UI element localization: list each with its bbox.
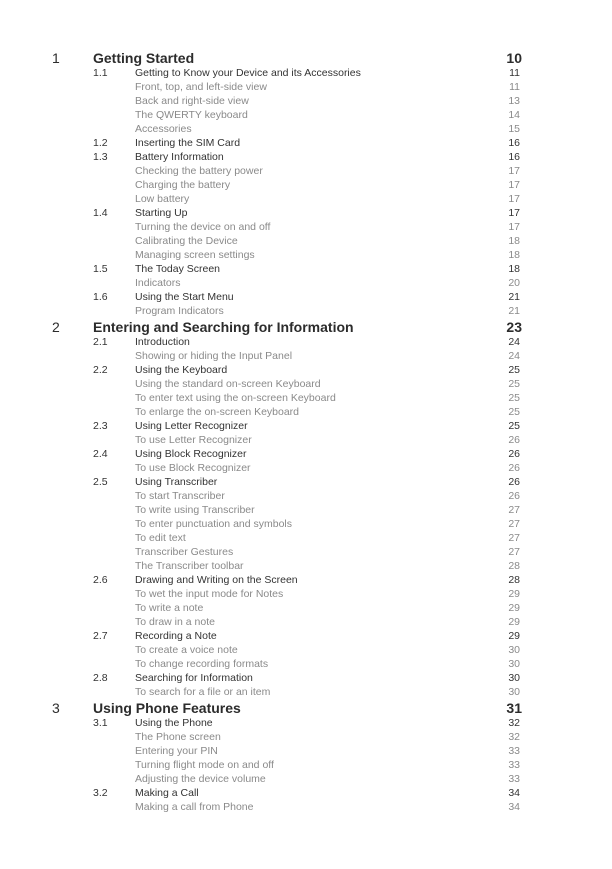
toc-entry-number: 2.5 (93, 476, 108, 488)
toc-entry-page-number: 34 (508, 801, 520, 813)
toc-entry-page-number: 21 (508, 305, 520, 317)
toc-section-row[interactable] (0, 335, 612, 349)
toc-entry-number: 2.6 (93, 574, 108, 586)
toc-entry-title: To use Block Recognizer (135, 462, 251, 474)
toc-entry-number: 2 (52, 319, 60, 335)
toc-section-row[interactable] (0, 419, 612, 433)
toc-section-row[interactable] (0, 447, 612, 461)
toc-entry-title: To write using Transcriber (135, 504, 255, 516)
toc-sub-row[interactable] (0, 164, 612, 178)
toc-entry-title: Back and right-side view (135, 95, 249, 107)
toc-sub-row[interactable] (0, 559, 612, 573)
toc-entry-title: Front, top, and left-side view (135, 81, 267, 93)
toc-entry-page-number: 25 (508, 392, 520, 404)
toc-entry-page-number: 21 (508, 291, 520, 303)
toc-entry-page-number: 17 (508, 193, 520, 205)
toc-entry-page-number: 29 (508, 616, 520, 628)
toc-sub-row[interactable] (0, 80, 612, 94)
toc-sub-row[interactable] (0, 744, 612, 758)
toc-entry-page-number: 14 (508, 109, 520, 121)
toc-entry-page-number: 26 (508, 462, 520, 474)
toc-entry-title: The Today Screen (135, 263, 221, 275)
toc-entry-title: The Transcriber toolbar (135, 560, 244, 572)
toc-entry-title: Entering your PIN (135, 745, 218, 757)
toc-entry-number: 1.3 (93, 151, 108, 163)
toc-entry-page-number: 29 (508, 588, 520, 600)
toc-entry-page-number: 18 (508, 263, 520, 275)
toc-entry-title: Checking the battery power (135, 165, 263, 177)
toc-entry-title: To enter text using the on-screen Keyboard (135, 392, 336, 404)
toc-sub-row[interactable] (0, 545, 612, 559)
toc-entry-title: Battery Information (135, 151, 224, 163)
toc-entry-page-number: 24 (508, 350, 520, 362)
toc-entry-title: To change recording formats (135, 658, 269, 670)
toc-entry-page-number: 11 (509, 81, 520, 93)
toc-chapter-row[interactable] (0, 700, 612, 716)
toc-chapter-row[interactable] (0, 50, 612, 66)
toc-entry-title: Making a Call (135, 787, 199, 799)
toc-entry-number: 3.1 (93, 717, 108, 729)
toc-entry-title: To use Letter Recognizer (135, 434, 252, 446)
toc-entry-number: 1 (52, 50, 60, 66)
toc-section-row[interactable] (0, 573, 612, 587)
toc-entry-page-number: 10 (506, 50, 522, 66)
toc-entry-title: To search for a file or an item (135, 686, 271, 698)
toc-sub-row[interactable] (0, 730, 612, 744)
toc-entry-page-number: 17 (508, 221, 520, 233)
toc-entry-title: Low battery (135, 193, 190, 205)
toc-section-row[interactable] (0, 475, 612, 489)
toc-sub-row[interactable] (0, 94, 612, 108)
toc-sub-row[interactable] (0, 461, 612, 475)
toc-entry-title: Adjusting the device volume (135, 773, 266, 785)
toc-entry-page-number: 33 (508, 773, 520, 785)
toc-entry-page-number: 25 (508, 420, 520, 432)
toc-entry-number: 1.2 (93, 137, 108, 149)
toc-entry-page-number: 29 (508, 630, 520, 642)
toc-entry-title: To write a note (135, 602, 204, 614)
toc-entry-page-number: 16 (508, 137, 520, 149)
toc-entry-page-number: 34 (508, 787, 520, 799)
toc-sub-row[interactable] (0, 220, 612, 234)
toc-entry-page-number: 20 (508, 277, 520, 289)
toc-section-row[interactable] (0, 290, 612, 304)
toc-entry-page-number: 30 (508, 658, 520, 670)
toc-entry-page-number: 28 (508, 574, 520, 586)
toc-sub-row[interactable] (0, 685, 612, 699)
toc-sub-row[interactable] (0, 657, 612, 671)
toc-entry-title: Entering and Searching for Information (93, 319, 354, 335)
toc-entry-page-number: 24 (508, 336, 520, 348)
toc-entry-title: To create a voice note (135, 644, 238, 656)
toc-sub-row[interactable] (0, 587, 612, 601)
toc-entry-title: The Phone screen (135, 731, 221, 743)
toc-entry-page-number: 18 (508, 249, 520, 261)
toc-entry-title: To start Transcriber (135, 490, 225, 502)
toc-entry-page-number: 17 (508, 207, 520, 219)
toc-entry-number: 3 (52, 700, 60, 716)
toc-entry-title: Using Transcriber (135, 476, 218, 488)
toc-entry-title: Charging the battery (135, 179, 231, 191)
table-of-contents (0, 49, 612, 814)
toc-entry-page-number: 32 (508, 717, 520, 729)
toc-entry-page-number: 27 (508, 532, 520, 544)
toc-entry-title: Getting Started (93, 50, 195, 66)
toc-section-row[interactable] (0, 671, 612, 685)
toc-sub-row[interactable] (0, 800, 612, 814)
toc-entry-number: 1.5 (93, 263, 108, 275)
toc-sub-row[interactable] (0, 178, 612, 192)
toc-sub-row[interactable] (0, 304, 612, 318)
toc-entry-number: 2.1 (93, 336, 108, 348)
toc-entry-number: 2.7 (93, 630, 108, 642)
toc-entry-page-number: 26 (508, 476, 520, 488)
toc-entry-number: 2.2 (93, 364, 108, 376)
toc-entry-title: Getting to Know your Device and its Accessories (135, 67, 361, 79)
toc-entry-title: Using Letter Recognizer (135, 420, 248, 432)
toc-section-row[interactable] (0, 150, 612, 164)
toc-entry-title: Drawing and Writing on the Screen (135, 574, 298, 586)
toc-entry-title: Recording a Note (135, 630, 217, 642)
toc-sub-row[interactable] (0, 517, 612, 531)
toc-entry-title: Turning flight mode on and off (135, 759, 274, 771)
toc-entry-title: Using Phone Features (93, 700, 241, 716)
toc-entry-title: Indicators (135, 277, 181, 289)
toc-section-row[interactable] (0, 66, 612, 80)
toc-entry-title: Accessories (135, 123, 192, 135)
toc-entry-title: The QWERTY keyboard (135, 109, 248, 121)
toc-entry-title: Calibrating the Device (135, 235, 238, 247)
toc-entry-title: Managing screen settings (135, 249, 255, 261)
toc-entry-page-number: 11 (509, 67, 520, 79)
toc-sub-row[interactable] (0, 531, 612, 545)
toc-entry-number: 1.6 (93, 291, 108, 303)
toc-section-row[interactable] (0, 206, 612, 220)
toc-entry-title: To enlarge the on-screen Keyboard (135, 406, 300, 418)
toc-entry-number: 1.1 (93, 67, 108, 79)
toc-section-row[interactable] (0, 716, 612, 730)
toc-entry-page-number: 27 (508, 546, 520, 558)
toc-entry-page-number: 29 (508, 602, 520, 614)
toc-entry-page-number: 15 (508, 123, 520, 135)
toc-sub-row[interactable] (0, 248, 612, 262)
toc-entry-page-number: 26 (508, 490, 520, 502)
toc-entry-title: Searching for Information (135, 672, 253, 684)
toc-entry-number: 3.2 (93, 787, 108, 799)
toc-entry-page-number: 17 (508, 179, 520, 191)
toc-entry-page-number: 26 (508, 434, 520, 446)
toc-entry-title: To enter punctuation and symbols (135, 518, 293, 530)
toc-sub-row[interactable] (0, 615, 612, 629)
toc-entry-page-number: 31 (506, 700, 522, 716)
toc-sub-row[interactable] (0, 108, 612, 122)
toc-entry-title: Making a call from Phone (135, 801, 254, 813)
toc-entry-number: 1.4 (93, 207, 108, 219)
toc-entry-title: Program Indicators (135, 305, 224, 317)
toc-entry-page-number: 18 (508, 235, 520, 247)
toc-entry-page-number: 28 (508, 560, 520, 572)
toc-section-row[interactable] (0, 629, 612, 643)
toc-entry-title: Showing or hiding the Input Panel (135, 350, 293, 362)
toc-sub-row[interactable] (0, 377, 612, 391)
toc-entry-title: Turning the device on and off (135, 221, 271, 233)
toc-entry-title: Inserting the SIM Card (135, 137, 241, 149)
toc-entry-page-number: 32 (508, 731, 520, 743)
toc-entry-page-number: 26 (508, 448, 520, 460)
toc-entry-page-number: 30 (508, 686, 520, 698)
toc-section-row[interactable] (0, 363, 612, 377)
toc-entry-title: Transcriber Gestures (135, 546, 234, 558)
toc-section-row[interactable] (0, 786, 612, 800)
toc-entry-title: Using the Phone (135, 717, 213, 729)
toc-sub-row[interactable] (0, 772, 612, 786)
toc-sub-row[interactable] (0, 643, 612, 657)
toc-entry-page-number: 30 (508, 672, 520, 684)
toc-sub-row[interactable] (0, 405, 612, 419)
toc-entry-page-number: 25 (508, 406, 520, 418)
toc-entry-page-number: 13 (508, 95, 520, 107)
toc-sub-row[interactable] (0, 601, 612, 615)
toc-entry-title: Using Block Recognizer (135, 448, 247, 460)
toc-entry-title: Using the standard on-screen Keyboard (135, 378, 321, 390)
toc-entry-page-number: 16 (508, 151, 520, 163)
toc-entry-title: To edit text (135, 532, 186, 544)
toc-entry-page-number: 23 (506, 319, 522, 335)
toc-chapter-row[interactable] (0, 319, 612, 335)
toc-sub-row[interactable] (0, 276, 612, 290)
toc-entry-title: Using the Start Menu (135, 291, 234, 303)
toc-entry-page-number: 27 (508, 504, 520, 516)
toc-entry-page-number: 27 (508, 518, 520, 530)
toc-entry-title: To draw in a note (135, 616, 215, 628)
toc-entry-page-number: 33 (508, 745, 520, 757)
toc-sub-row[interactable] (0, 122, 612, 136)
toc-sub-row[interactable] (0, 758, 612, 772)
toc-entry-title: To wet the input mode for Notes (135, 588, 284, 600)
toc-entry-page-number: 33 (508, 759, 520, 771)
toc-sub-row[interactable] (0, 234, 612, 248)
toc-entry-number: 2.3 (93, 420, 108, 432)
toc-sub-row[interactable] (0, 503, 612, 517)
toc-entry-title: Introduction (135, 336, 190, 348)
toc-entry-page-number: 17 (508, 165, 520, 177)
toc-section-row[interactable] (0, 136, 612, 150)
toc-section-row[interactable] (0, 262, 612, 276)
toc-sub-row[interactable] (0, 192, 612, 206)
toc-entry-title: Using the Keyboard (135, 364, 228, 376)
toc-entry-number: 2.4 (93, 448, 108, 460)
toc-entry-page-number: 30 (508, 644, 520, 656)
toc-sub-row[interactable] (0, 349, 612, 363)
toc-sub-row[interactable] (0, 433, 612, 447)
toc-sub-row[interactable] (0, 489, 612, 503)
toc-sub-row[interactable] (0, 391, 612, 405)
toc-entry-number: 2.8 (93, 672, 108, 684)
toc-entry-page-number: 25 (508, 378, 520, 390)
toc-entry-page-number: 25 (508, 364, 520, 376)
toc-entry-title: Starting Up (135, 207, 188, 219)
